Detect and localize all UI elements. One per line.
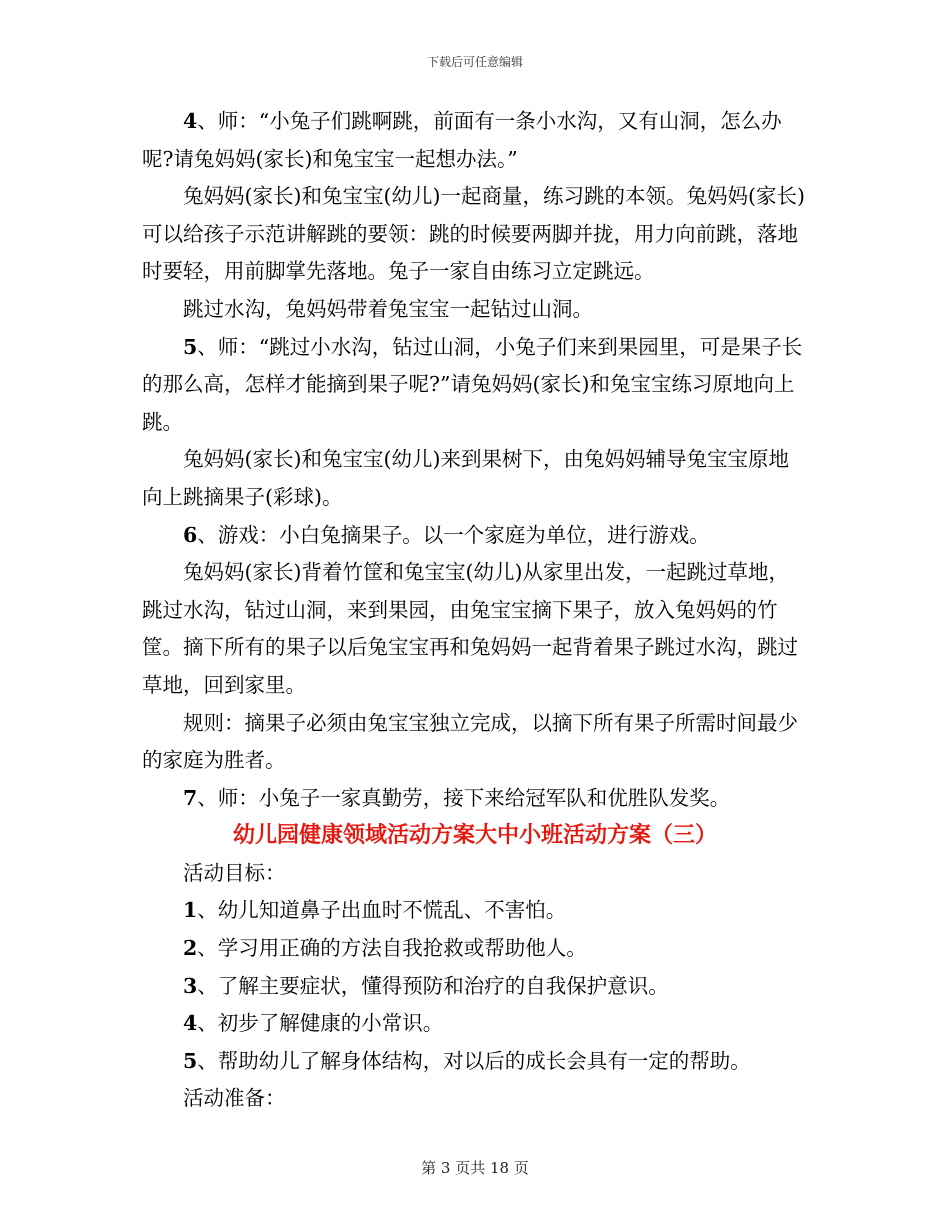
paragraph xyxy=(142,780,808,818)
item-number: 7 xyxy=(183,785,198,810)
paragraph-text: 跳过水沟，兔妈妈带着兔宝宝一起钻过山洞。 xyxy=(183,296,593,321)
paragraph-text: 、师：“小兔子们跳啊跳，前面有一条小水沟，又有山洞，怎么办呢?请兔妈妈(家长)和兔宝宝一起想办法。” xyxy=(142,109,782,171)
paragraph xyxy=(142,892,808,930)
paragraph-text: 规则：摘果子必须由兔宝宝独立完成，以摘下所有果子所需时间最少的家庭为胜者。 xyxy=(142,710,798,773)
paragraph xyxy=(142,930,808,968)
paragraph xyxy=(142,855,808,893)
activity-steps xyxy=(142,103,808,817)
paragraph xyxy=(142,178,808,291)
paragraph-text: 、学习用正确的方法自我抢救或帮助他人。 xyxy=(197,936,587,961)
paragraph-text: 兔妈妈(家长)背着竹筐和兔宝宝(幼儿)从家里出发，一起跳过草地，跳过水沟，钻过山洞，来到果园，由兔宝宝摘下果子，放入兔妈妈的竹筐。摘下所有的果子以后兔宝宝再和兔妈妈一起背着果子跳过水沟，跳过草地，回到家里。 xyxy=(142,560,798,697)
paragraph xyxy=(142,291,808,329)
paragraph xyxy=(142,1043,808,1081)
paragraph-text: 、幼儿知道鼻子出血时不慌乱、不害怕。 xyxy=(197,898,567,923)
paragraph-text: 、师：小兔子一家真勤劳，接下来给冠军队和优胜队发奖。 xyxy=(197,785,731,810)
paragraph-text: 、了解主要症状，懂得预防和治疗的自我保护意识。 xyxy=(197,973,669,998)
paragraph-text: 、师：“跳过小水沟，钻过山洞，小兔子们来到果园里，可是果子长的那么高，怎样才能摘到果子呢?”请兔妈妈(家长)和兔宝宝练习原地向上跳。 xyxy=(142,334,803,434)
item-number: 3 xyxy=(183,973,198,998)
paragraph-text: 、帮助幼儿了解身体结构，对以后的成长会具有一定的帮助。 xyxy=(197,1048,751,1073)
paragraph-text: 、游戏：小白兔摘果子。以一个家庭为单位，进行游戏。 xyxy=(197,522,710,547)
paragraph xyxy=(142,705,808,780)
item-number: 2 xyxy=(183,936,198,961)
paragraph xyxy=(142,968,808,1006)
paragraph-text: 活动准备： xyxy=(183,1086,286,1111)
paragraph-text: 兔妈妈(家长)和兔宝宝(幼儿)一起商量，练习跳的本领。兔妈妈(家长)可以给孩子示范讲解跳的要领：跳的时候要两脚并拢，用力向前跳，落地时要轻，用前脚掌先落地。兔子一家自由练习立定跳远。 xyxy=(142,184,805,284)
paragraph xyxy=(142,329,808,442)
document-body xyxy=(142,103,808,1118)
activity-goals xyxy=(142,855,808,1118)
page-header: 下载后可任意编辑 xyxy=(426,55,523,69)
item-number: 5 xyxy=(183,1048,198,1073)
paragraph xyxy=(142,554,808,704)
item-number: 5 xyxy=(183,334,198,359)
paragraph-text: 、初步了解健康的小常识。 xyxy=(197,1011,444,1036)
paragraph-text: 兔妈妈(家长)和兔宝宝(幼儿)来到果树下，由兔妈妈辅导兔宝宝原地向上跳摘果子(彩球)。 xyxy=(142,447,789,509)
paragraph xyxy=(142,441,808,516)
section-title: 幼儿园健康领域活动方案大中小班活动方案（三） xyxy=(232,823,717,849)
item-number: 6 xyxy=(183,522,198,547)
paragraph xyxy=(142,1005,808,1043)
paragraph-text: 活动目标： xyxy=(183,860,286,885)
paragraph xyxy=(142,517,808,555)
paragraph xyxy=(142,1080,808,1118)
item-number: 4 xyxy=(183,109,198,133)
paragraph xyxy=(142,103,808,178)
item-number: 4 xyxy=(183,1011,198,1036)
item-number: 1 xyxy=(183,898,198,923)
page-footer: 第 3 页共 18 页 xyxy=(421,1159,529,1177)
